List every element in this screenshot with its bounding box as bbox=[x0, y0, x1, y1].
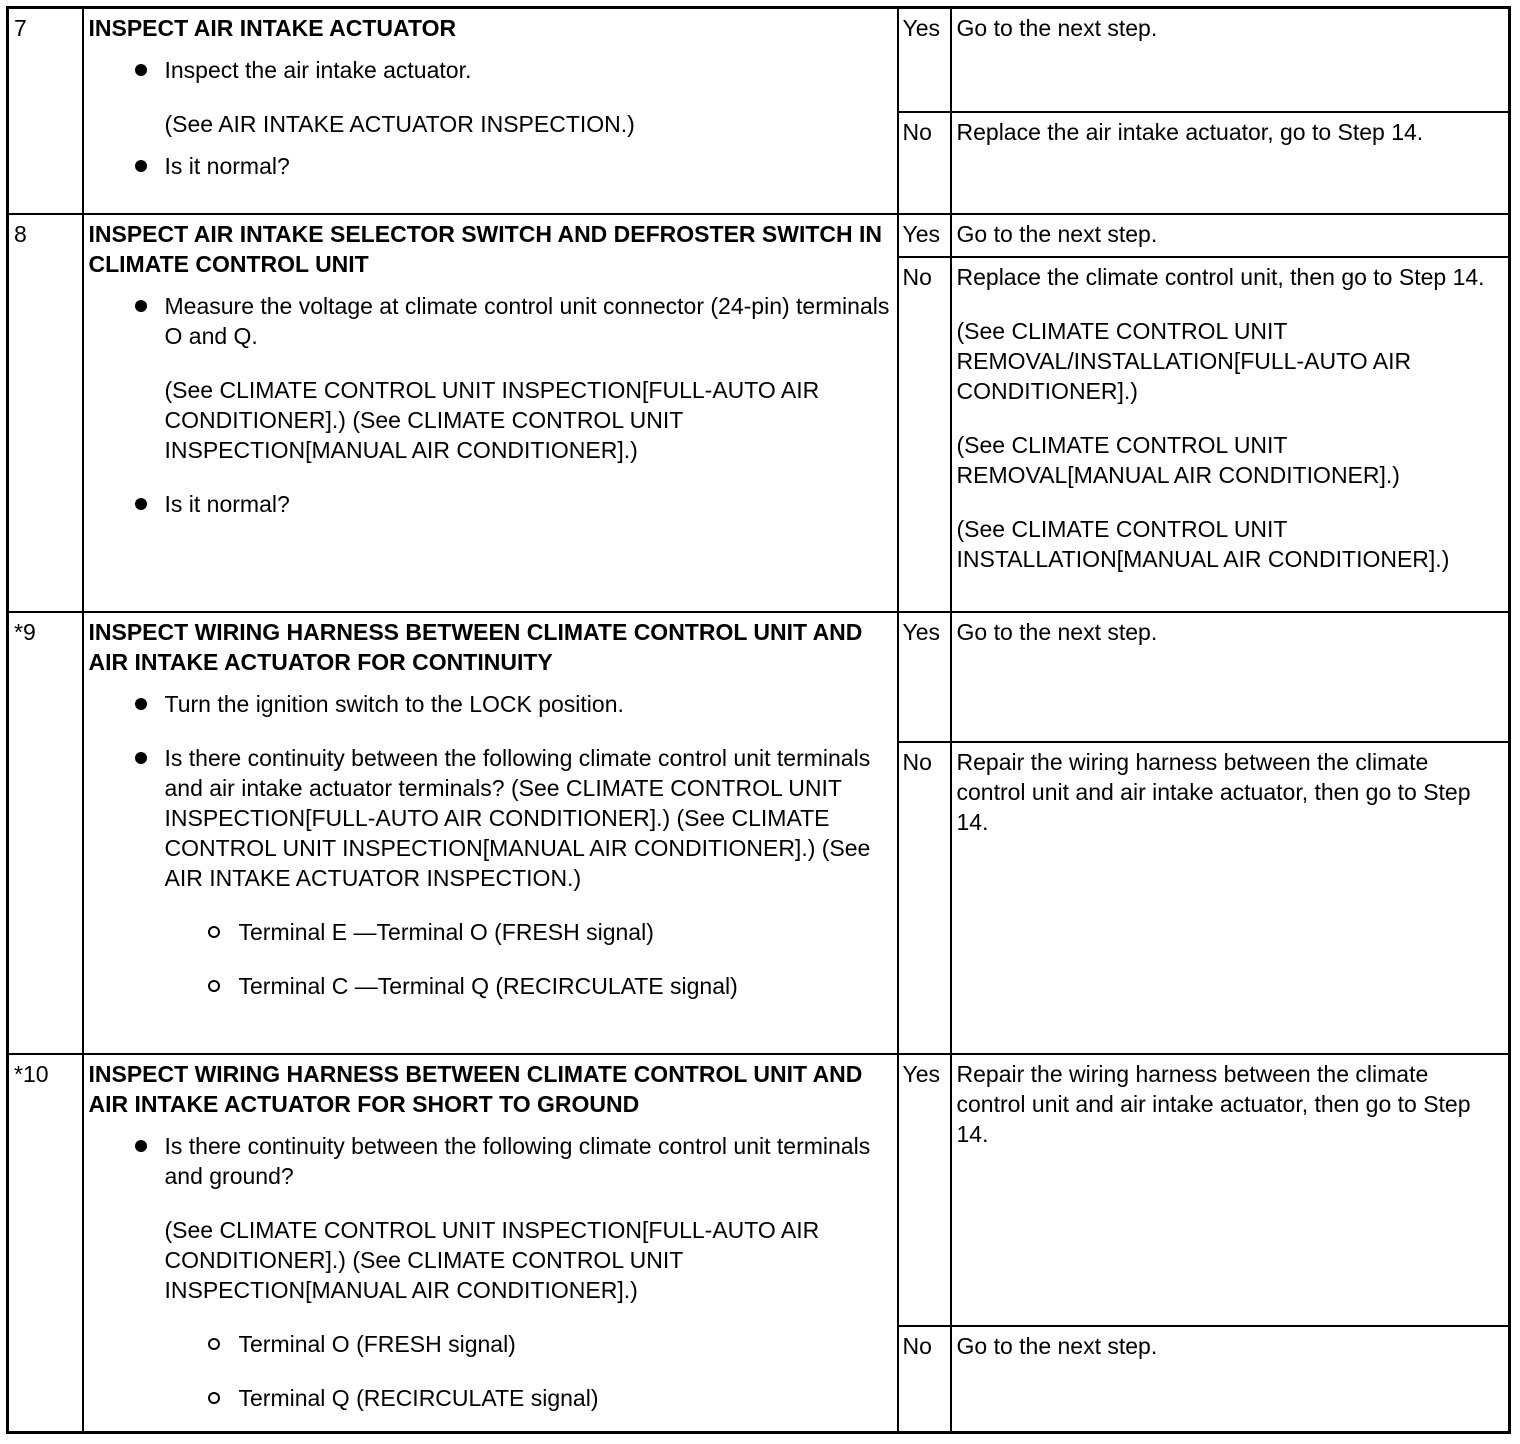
no-action bbox=[951, 257, 1510, 612]
answer-yes: Yes bbox=[898, 214, 951, 257]
yes-action bbox=[951, 612, 1510, 742]
answer-no: No bbox=[898, 742, 951, 1054]
step-row-9 bbox=[8, 612, 1510, 742]
bullet-item: Is it normal? bbox=[89, 489, 892, 519]
action-reference: (See CLIMATE CONTROL UNIT INSTALLATION[MANUAL AIR CONDITIONER].) bbox=[956, 515, 1450, 572]
answer-no: No bbox=[898, 257, 951, 612]
reference-note: (See CLIMATE CONTROL UNIT INSPECTION[FULL-AUTO AIR CONDITIONER].) (See CLIMATE CONTROL UNIT INSPECTION[MANUAL AIR CONDITIONER].) bbox=[164, 1216, 820, 1303]
reference-note: (See CLIMATE CONTROL UNIT INSPECTION[FULL-AUTO AIR CONDITIONER].) (See CLIMATE CONTROL UNIT INSPECTION[MANUAL AIR CONDITIONER].) bbox=[164, 376, 820, 463]
step-body bbox=[83, 612, 898, 1054]
action-text: Go to the next step. bbox=[956, 618, 1158, 645]
sub-bullet-item: Terminal C —Terminal Q (RECIRCULATE signal) bbox=[89, 971, 892, 1001]
yes-action bbox=[951, 8, 1510, 112]
step-title: INSPECT WIRING HARNESS BETWEEN CLIMATE CONTROL UNIT AND AIR INTAKE ACTUATOR FOR CONTINUITY bbox=[88, 618, 863, 675]
step-title: INSPECT WIRING HARNESS BETWEEN CLIMATE CONTROL UNIT AND AIR INTAKE ACTUATOR FOR SHORT TO GROUND bbox=[88, 1060, 863, 1117]
bullet-item: Is it normal? bbox=[89, 151, 892, 181]
bullet-item: Turn the ignition switch to the LOCK position. bbox=[89, 689, 892, 719]
step-row-7 bbox=[8, 8, 1510, 112]
procedure-sheet bbox=[6, 6, 1508, 1437]
sub-bullet-item: Terminal O (FRESH signal) bbox=[89, 1329, 892, 1359]
no-action bbox=[951, 112, 1510, 214]
answer-no: No bbox=[898, 112, 951, 214]
bullet-item: Is there continuity between the following climate control unit terminals and ground? bbox=[89, 1131, 892, 1191]
bullet-item: Measure the voltage at climate control unit connector (24-pin) terminals O and Q. bbox=[89, 291, 892, 351]
action-text: Go to the next step. bbox=[956, 15, 1158, 41]
sub-bullet-item: Terminal Q (RECIRCULATE signal) bbox=[89, 1383, 892, 1413]
reference-note: (See AIR INTAKE ACTUATOR INSPECTION.) bbox=[164, 111, 635, 137]
action-reference: (See CLIMATE CONTROL UNIT REMOVAL[MANUAL AIR CONDITIONER].) bbox=[956, 431, 1400, 488]
yes-action bbox=[951, 214, 1510, 257]
answer-yes: Yes bbox=[898, 8, 951, 112]
step-number: *10 bbox=[8, 1054, 83, 1433]
bullet-item: Is there continuity between the following climate control unit terminals and air intake actuator terminals? (See CLIMATE CONTROL UNIT INSPECTION[FULL-AUTO AIR CONDITIONER].) (See CLIMATE CONTROL UNIT INSPECTION[MANUAL AIR CONDITIONER].) (See AIR INTAKE ACTUATOR INSPECTION.) bbox=[89, 743, 892, 893]
bullet-item: Inspect the air intake actuator. bbox=[89, 55, 892, 85]
action-text: Replace the climate control unit, then go to Step 14. bbox=[956, 263, 1485, 290]
yes-action bbox=[951, 1054, 1510, 1326]
step-number: 8 bbox=[8, 214, 83, 612]
action-text: Repair the wiring harness between the climate control unit and air intake actuator, then go to Step 14. bbox=[956, 1060, 1471, 1147]
step-title: INSPECT AIR INTAKE SELECTOR SWITCH AND DEFROSTER SWITCH IN CLIMATE CONTROL UNIT bbox=[88, 220, 883, 277]
step-title: INSPECT AIR INTAKE ACTUATOR bbox=[88, 15, 457, 41]
step-row-10 bbox=[8, 1054, 1510, 1326]
diagnostic-table bbox=[6, 6, 1511, 1434]
action-text: Go to the next step. bbox=[956, 1332, 1158, 1359]
step-row-8 bbox=[8, 214, 1510, 257]
sub-bullet-item: Terminal E —Terminal O (FRESH signal) bbox=[89, 917, 892, 947]
step-number: 7 bbox=[8, 8, 83, 214]
action-text: Go to the next step. bbox=[956, 220, 1158, 247]
step-body bbox=[83, 1054, 898, 1433]
step-body bbox=[83, 8, 898, 214]
no-action bbox=[951, 742, 1510, 1054]
answer-no: No bbox=[898, 1326, 951, 1433]
answer-yes: Yes bbox=[898, 612, 951, 742]
answer-yes: Yes bbox=[898, 1054, 951, 1326]
no-action bbox=[951, 1326, 1510, 1433]
action-text: Repair the wiring harness between the climate control unit and air intake actuator, then go to Step 14. bbox=[956, 748, 1471, 835]
action-reference: (See CLIMATE CONTROL UNIT REMOVAL/INSTALLATION[FULL-AUTO AIR CONDITIONER].) bbox=[956, 317, 1412, 404]
step-body bbox=[83, 214, 898, 612]
step-number: *9 bbox=[8, 612, 83, 1054]
action-text: Replace the air intake actuator, go to Step 14. bbox=[956, 118, 1424, 145]
